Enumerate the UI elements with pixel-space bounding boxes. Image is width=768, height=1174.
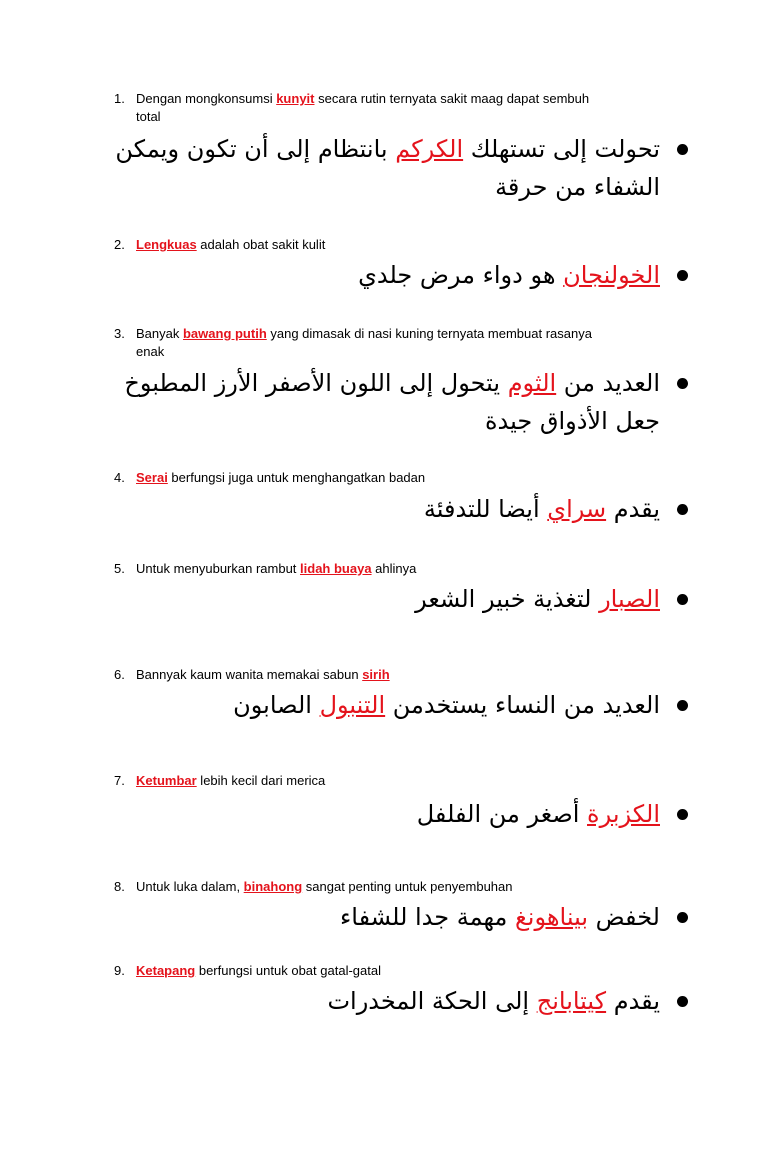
item-number: 6.: [114, 667, 125, 682]
item-7-indonesian: [114, 772, 674, 790]
item-8-arabic: [340, 898, 660, 936]
item-number: 4.: [114, 470, 125, 485]
arabic-text: مهمة جدا للشفاء: [339, 903, 516, 931]
keyword-highlight: sirih: [362, 667, 390, 682]
arabic-text: بانتظام إلى أن تكون ويمكن: [115, 135, 396, 163]
item-4-arabic: [424, 490, 660, 528]
arabic-text: تحولت إلى تستهلك: [463, 135, 660, 163]
keyword-highlight: Ketapang: [136, 963, 196, 978]
arabic-text: إلى الحكة المخدرات: [327, 987, 537, 1015]
arabic-keyword: الكزبرة: [587, 800, 660, 828]
item-9-indonesian: [114, 962, 674, 980]
arabic-line-continuation: الشفاء من حرقة: [495, 173, 660, 201]
item-text-continuation: total: [136, 109, 161, 124]
arabic-line: [340, 898, 660, 936]
item-text: Dengan mongkonsumsi: [136, 91, 277, 106]
keyword-highlight: Lengkuas: [136, 237, 197, 252]
bullet-icon: [677, 144, 688, 155]
bullet-icon: [677, 700, 688, 711]
item-text: Bannyak kaum wanita memakai sabun: [136, 667, 363, 682]
arabic-line: [358, 256, 660, 294]
item-3-arabic: [124, 364, 660, 440]
item-8-indonesian: [114, 878, 674, 896]
arabic-keyword: الكركم: [395, 135, 464, 163]
arabic-text: أصغر من الفلفل: [416, 800, 588, 828]
bullet-icon: [677, 912, 688, 923]
bullet-icon: [677, 996, 688, 1007]
keyword-highlight: lidah buaya: [300, 561, 372, 576]
arabic-line: [233, 686, 660, 724]
keyword-highlight: Ketumbar: [136, 773, 197, 788]
item-number: 8.: [114, 879, 125, 894]
item-6-indonesian: [114, 666, 674, 684]
arabic-keyword: بيناهونغ: [515, 903, 589, 931]
item-text: lebih kecil dari merica: [196, 773, 326, 788]
item-6-arabic: [233, 686, 660, 724]
arabic-line-continuation: جعل الأذواق جيدة: [484, 407, 660, 435]
item-7-arabic: [417, 795, 660, 833]
arabic-text: لتغذية خبير الشعر: [415, 585, 600, 613]
keyword-highlight: Serai: [136, 470, 168, 485]
bullet-icon: [677, 378, 688, 389]
bullet-icon: [677, 594, 688, 605]
item-text: secara rutin ternyata sakit maag dapat sembuh: [314, 91, 590, 106]
item-2-indonesian: [114, 236, 674, 254]
arabic-text: يتحول إلى اللون الأصفر الأرز المطبوخ: [124, 369, 508, 397]
item-5-indonesian: [114, 560, 674, 578]
item-text: adalah obat sakit kulit: [196, 237, 326, 252]
arabic-keyword: الخولنجان: [563, 261, 660, 289]
arabic-line: [124, 364, 660, 402]
arabic-keyword: الثوم: [507, 369, 557, 397]
arabic-keyword: الصبار: [599, 585, 660, 613]
arabic-text: يقدم: [606, 495, 660, 523]
arabic-line: [115, 130, 660, 168]
item-3-indonesian: [114, 325, 674, 361]
keyword-highlight: bawang putih: [182, 326, 267, 341]
arabic-text: العديد من: [556, 369, 660, 397]
item-text: sangat penting untuk penyembuhan: [302, 879, 513, 894]
item-1-indonesian: [114, 90, 674, 126]
arabic-keyword: التنبول: [319, 691, 386, 719]
item-number: 1.: [114, 91, 125, 106]
item-2-arabic: [358, 256, 660, 294]
bullet-icon: [677, 270, 688, 281]
arabic-keyword: كيتابانج: [536, 987, 607, 1015]
item-9-arabic: [327, 982, 660, 1020]
item-text: berfungsi juga untuk menghangatkan badan: [167, 470, 426, 485]
item-text: Untuk luka dalam,: [136, 879, 244, 894]
item-text: Banyak: [136, 326, 183, 341]
arabic-line: [415, 580, 660, 618]
item-number: 2.: [114, 237, 125, 252]
arabic-text: أيضا للتدفئة: [423, 495, 548, 523]
arabic-text: لخفض: [588, 903, 660, 931]
item-number: 3.: [114, 326, 125, 341]
item-text: Untuk menyuburkan rambut: [136, 561, 301, 576]
arabic-keyword: سراي: [547, 495, 607, 523]
item-number: 7.: [114, 773, 125, 788]
item-number: 9.: [114, 963, 125, 978]
arabic-text: الصابون: [233, 691, 320, 719]
item-5-arabic: [415, 580, 660, 618]
item-1-arabic: [115, 130, 660, 206]
keyword-highlight: kunyit: [276, 91, 315, 106]
bullet-icon: [677, 809, 688, 820]
arabic-line: [417, 795, 660, 833]
item-text: berfungsi untuk obat gatal-gatal: [195, 963, 381, 978]
arabic-text: هو دواء مرض جلدي: [358, 261, 564, 289]
arabic-line: [424, 490, 660, 528]
item-text-continuation: enak: [136, 344, 165, 359]
keyword-highlight: binahong: [243, 879, 303, 894]
item-text: yang dimasak di nasi kuning ternyata membuat rasanya: [266, 326, 592, 341]
arabic-text: يقدم: [606, 987, 660, 1015]
arabic-text: العديد من النساء يستخدمن: [385, 691, 660, 719]
bullet-icon: [677, 504, 688, 515]
item-number: 5.: [114, 561, 125, 576]
item-4-indonesian: [114, 469, 674, 487]
item-text: ahlinya: [371, 561, 417, 576]
arabic-line: [327, 982, 660, 1020]
